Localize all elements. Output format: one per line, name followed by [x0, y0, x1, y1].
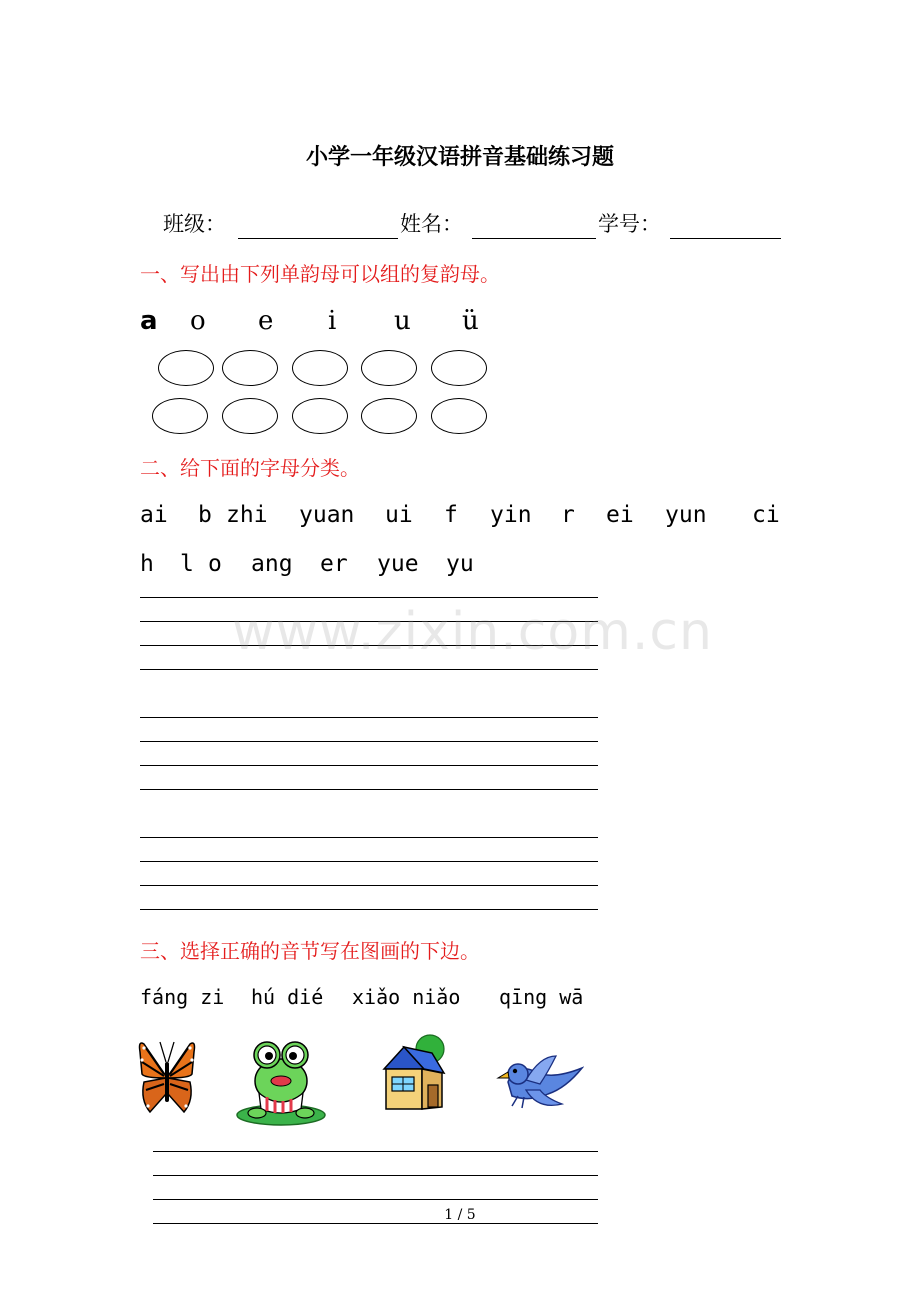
letter-item: b	[198, 502, 212, 528]
house-picture	[382, 1033, 448, 1113]
writing-line[interactable]	[153, 1199, 598, 1200]
writing-line[interactable]	[140, 837, 598, 838]
writing-line[interactable]	[153, 1151, 598, 1152]
vowel-u-umlaut: ü	[462, 306, 479, 336]
answer-oval[interactable]	[222, 398, 278, 434]
writing-line[interactable]	[140, 765, 598, 766]
letter-item: ci	[752, 502, 780, 528]
letter-item: ei	[606, 502, 634, 528]
writing-line[interactable]	[140, 885, 598, 886]
syllable-item: hú dié	[251, 985, 324, 1009]
writing-line[interactable]	[140, 909, 598, 910]
watermark: www.zixin.com.cn	[232, 602, 713, 662]
answer-oval[interactable]	[158, 350, 214, 386]
vowel-i: i	[328, 306, 337, 336]
answer-oval[interactable]	[222, 350, 278, 386]
vowel-e: e	[258, 306, 274, 336]
letter-item: r	[561, 502, 575, 528]
letter-item: er	[320, 551, 348, 577]
answer-oval[interactable]	[431, 398, 487, 434]
letter-item: yun	[665, 502, 707, 528]
answer-oval[interactable]	[292, 350, 348, 386]
bird-picture	[496, 1050, 584, 1112]
number-label: 学号：	[598, 212, 661, 236]
section1-heading: 一、写出由下列单韵母可以组的复韵母。	[140, 262, 500, 286]
frog-picture	[235, 1035, 327, 1127]
writing-line[interactable]	[140, 741, 598, 742]
letter-item: h	[140, 551, 154, 577]
letter-item: yuan	[299, 502, 355, 528]
writing-line[interactable]	[153, 1223, 598, 1224]
writing-line[interactable]	[153, 1175, 598, 1176]
syllable-item: xiǎo niǎo	[352, 985, 461, 1009]
vowel-a: a	[140, 306, 158, 336]
butterfly-picture	[138, 1038, 196, 1116]
letter-item: yue	[377, 551, 419, 577]
name-blank[interactable]	[472, 212, 596, 239]
section3-heading: 三、选择正确的音节写在图画的下边。	[140, 939, 480, 963]
letter-item: ai	[140, 502, 168, 528]
class-label: 班级：	[163, 212, 226, 236]
writing-line[interactable]	[140, 861, 598, 862]
answer-oval[interactable]	[292, 398, 348, 434]
number-blank[interactable]	[670, 212, 781, 239]
page-number: 1 / 5	[444, 1207, 476, 1223]
writing-line[interactable]	[140, 789, 598, 790]
vowel-o: o	[190, 306, 206, 336]
answer-oval[interactable]	[431, 350, 487, 386]
writing-line[interactable]	[140, 669, 598, 670]
syllable-item: fáng zi	[140, 985, 225, 1009]
answer-oval[interactable]	[361, 398, 417, 434]
letter-item: yu	[446, 551, 474, 577]
letter-item: zhi	[226, 502, 268, 528]
answer-oval[interactable]	[361, 350, 417, 386]
class-blank[interactable]	[238, 212, 398, 239]
section2-heading: 二、给下面的字母分类。	[140, 456, 360, 480]
syllable-item: qīng wā	[499, 985, 584, 1009]
letter-item: ang	[251, 551, 293, 577]
letter-item: yin	[490, 502, 532, 528]
letter-item: o	[208, 551, 222, 577]
vowel-u: u	[394, 306, 411, 336]
name-label: 姓名：	[400, 212, 463, 236]
page-title: 小学一年级汉语拼音基础练习题	[305, 145, 614, 170]
letter-item: l	[180, 551, 194, 577]
answer-oval[interactable]	[152, 398, 208, 434]
writing-line[interactable]	[140, 717, 598, 718]
letter-item: ui	[385, 502, 413, 528]
letter-item: f	[444, 502, 458, 528]
writing-line[interactable]	[140, 597, 598, 598]
